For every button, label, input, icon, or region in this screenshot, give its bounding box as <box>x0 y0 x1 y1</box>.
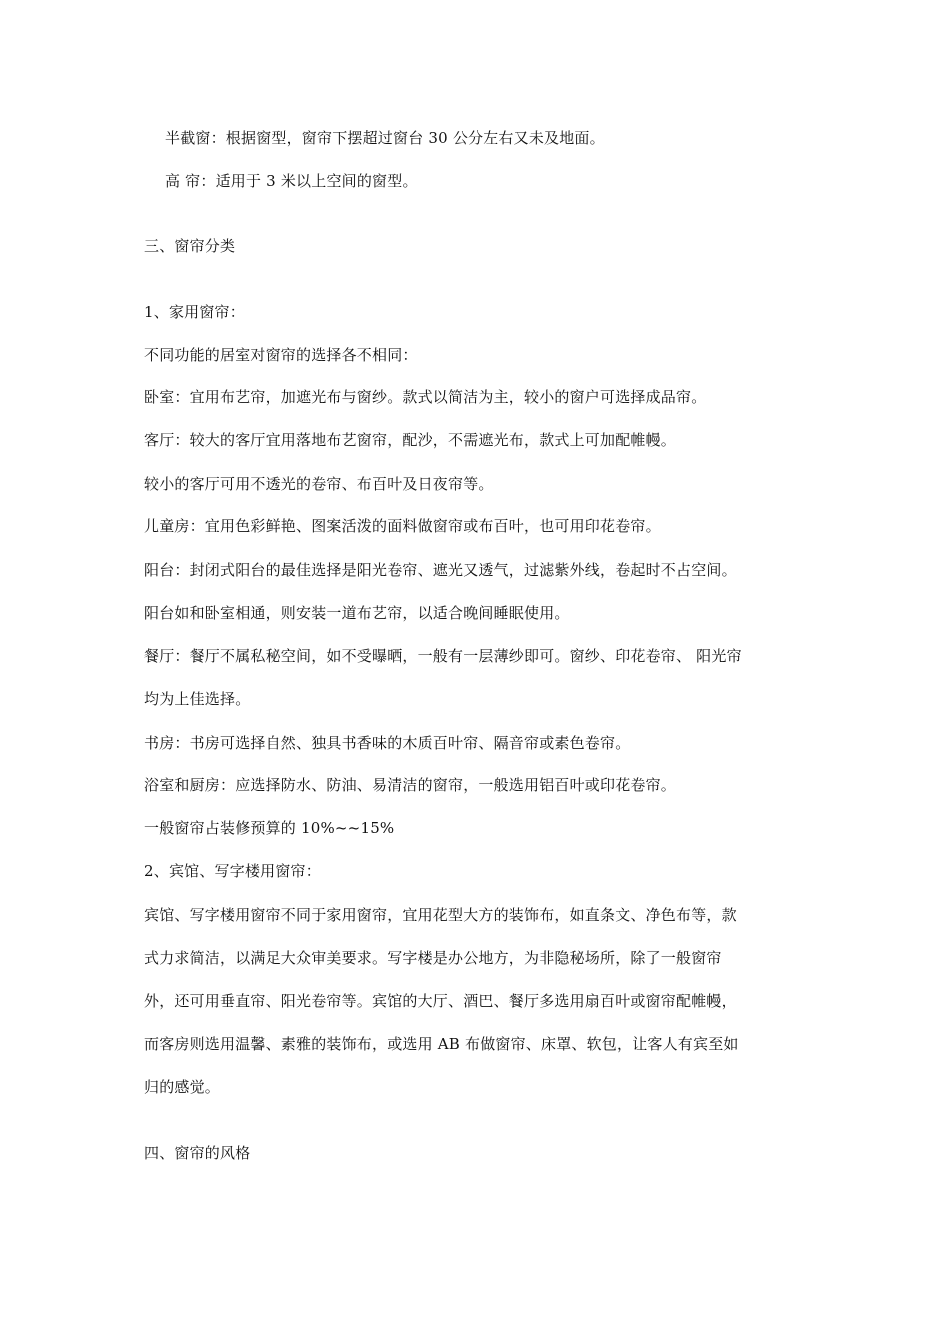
text-line-bath-kitchen: 浴室和厨房：应选择防水、防油、易清洁的窗帘，一般选用铝百叶或印花卷帘。 <box>144 776 677 794</box>
text-line-balcony-bedroom: 阳台如和卧室相通，则安装一道布艺帘，以适合晚间睡眠使用。 <box>144 604 570 622</box>
text-line-half-window: 半截窗：根据窗型，窗帘下摆超过窗台 30 公分左右又未及地面。 <box>165 129 605 147</box>
text-line-high-curtain: 高 帘：适用于 3 米以上空间的窗型。 <box>165 172 418 190</box>
text-line-hotel-3: 外，还可用垂直帘、阳光卷帘等。宾馆的大厅、酒巴、餐厅多选用扇百叶或窗帘配帷幔， <box>144 992 737 1010</box>
text-line-hotel-5: 归的感觉。 <box>144 1078 221 1096</box>
text-line-dining-room-cont: 均为上佳选择。 <box>144 690 251 708</box>
text-line-dining-room: 餐厅：餐厅不属私秘空间，如不受曝晒，一般有一层薄纱即可。窗纱、印花卷帘、 阳光帘 <box>144 647 742 665</box>
section-heading-classification: 三、窗帘分类 <box>144 237 236 255</box>
text-line-budget: 一般窗帘占装修预算的 10%~~15% <box>144 819 395 837</box>
text-line-small-living-room: 较小的客厅可用不透光的卷帘、布百叶及日夜帘等。 <box>144 475 494 493</box>
subheading-home-curtains: 1、家用窗帘： <box>144 303 245 321</box>
text-line-living-room: 客厅：较大的客厅宜用落地布艺窗帘，配沙，不需遮光布，款式上可加配帷幔。 <box>144 431 677 449</box>
text-line-kids-room: 儿童房：宜用色彩鲜艳、图案活泼的面料做窗帘或布百叶，也可用印花卷帘。 <box>144 517 661 535</box>
text-line-hotel-2: 式力求简洁，以满足大众审美要求。写字楼是办公地方，为非隐秘场所，除了一般窗帘 <box>144 949 722 967</box>
text-line-intro: 不同功能的居室对窗帘的选择各不相同： <box>144 346 418 364</box>
text-line-hotel-4: 而客房则选用温馨、素雅的装饰布，或选用 AB 布做窗帘、床罩、软包，让客人有宾至如 <box>144 1035 739 1053</box>
text-line-hotel-1: 宾馆、写字楼用窗帘不同于家用窗帘，宜用花型大方的装饰布，如直条文、净色布等，款 <box>144 906 737 924</box>
section-heading-style: 四、窗帘的风格 <box>144 1144 251 1162</box>
text-line-study: 书房：书房可选择自然、独具书香味的木质百叶帘、隔音帘或素色卷帘。 <box>144 734 631 752</box>
text-line-balcony: 阳台：封闭式阳台的最佳选择是阳光卷帘、遮光又透气，过滤紫外线，卷起时不占空间。 <box>144 561 737 579</box>
text-line-bedroom: 卧室：宜用布艺帘，加遮光布与窗纱。款式以简洁为主，较小的窗户可选择成品帘。 <box>144 388 707 406</box>
subheading-hotel-office-curtains: 2、宾馆、写字楼用窗帘： <box>144 862 321 880</box>
